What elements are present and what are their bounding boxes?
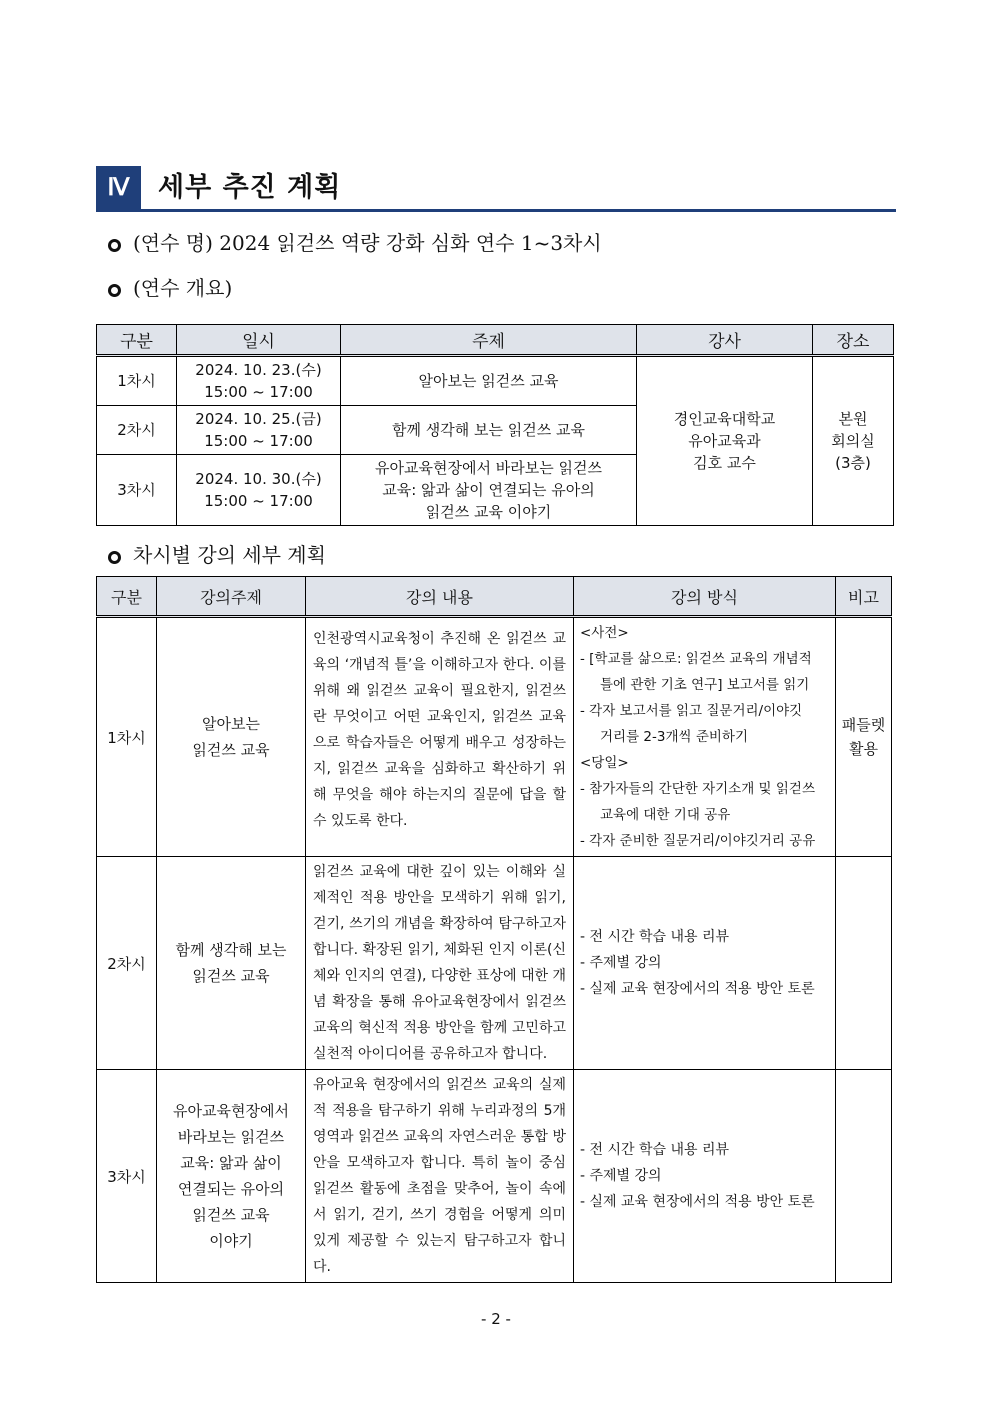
method-line: 거리를 2-3개씩 준비하기 <box>600 729 749 745</box>
lecture-content-cell: 인천광역시교육청이 추진해 온 읽걷쓰 교육의 ‘개념적 틀’을 이해하고자 한다. 이를 위해 왜 읽걷쓰 교육이 필요한지, 읽걷쓰란 무엇이고 어떤 교육인지, 읽걷쓰 교육으로 학습자들은 어떻게 배우고 성장하는지, 읽걷쓰 교육을 심화하고 확산하기 위해 무엇을 해야 하는지의 질문에 답을 할 수 있도록 한다. <box>306 617 574 857</box>
topic-line: 교육: 앎과 삶이 <box>180 1154 282 1172</box>
method-line: - 주제별 강의 <box>580 1168 662 1184</box>
note-line: 패들렛 <box>841 716 886 734</box>
method-line: - 참가자들의 간단한 자기소개 및 읽걷쓰 <box>580 781 815 797</box>
place-cell <box>813 356 894 526</box>
place-line: 회의실 <box>831 432 875 450</box>
instructor-line: 경인교육대학교 <box>673 410 776 428</box>
instructor-line: 유아교육과 <box>688 432 761 450</box>
detail-row <box>97 857 892 1070</box>
lecture-topic-cell <box>157 1070 306 1283</box>
session-cell: 2차시 <box>97 857 157 1070</box>
note-cell <box>836 617 892 857</box>
datetime-cell <box>177 455 341 526</box>
circle-bullet-icon <box>108 239 121 252</box>
section-underline <box>96 209 896 212</box>
note-cell <box>836 857 892 1070</box>
overview-header-row <box>97 325 894 356</box>
detail-header-row <box>97 577 892 617</box>
detail-header-cell: 강의주제 <box>157 577 306 617</box>
method-line: 틀에 관한 기초 연구] 보고서를 읽기 <box>600 677 810 693</box>
circle-bullet-icon <box>108 284 121 297</box>
topic-line: 알아보는 <box>202 715 260 733</box>
time-text: 15:00 ~ 17:00 <box>204 432 313 450</box>
overview-header-cell: 강사 <box>637 325 813 356</box>
method-line: - 실제 교육 현장에서의 적용 방안 토론 <box>580 981 815 997</box>
overview-header-cell: 일시 <box>177 325 341 356</box>
session-cell: 1차시 <box>97 356 177 406</box>
course-name-line <box>108 229 602 257</box>
topic-cell <box>341 455 637 526</box>
topic-line: 바라보는 읽걷쓰 <box>177 1128 285 1146</box>
course-overview-line <box>108 274 232 302</box>
section-title: 세부 추진 계획 <box>158 172 342 203</box>
topic-line: 함께 생각해 보는 <box>175 941 287 959</box>
lecture-content-cell: 읽걷쓰 교육에 대한 깊이 있는 이해와 실제적인 적용 방안을 모색하기 위해 읽기, 걷기, 쓰기의 개념을 확장하여 탐구하고자 합니다. 확장된 읽기, 체화된 인지 이론(신체와 인지의 연결), 다양한 표상에 대한 개념 확장을 통해 유아교육현장에서 읽걷쓰 교육의 혁신적 적용 방안을 함께 고민하고 실천적 아이디어를 공유하고자 합니다. <box>306 857 574 1070</box>
topic-line: 연결되는 유아의 <box>177 1180 285 1198</box>
topic-line: 교육: 앎과 삶이 연결되는 유아의 <box>382 481 595 499</box>
date-text: 2024. 10. 25.(금) <box>195 410 322 428</box>
method-line: - 주제별 강의 <box>580 955 662 971</box>
page-number: - 2 - <box>481 1310 511 1328</box>
method-line: - 각자 보고서를 읽고 질문거리/이야깃 <box>580 703 803 719</box>
datetime-cell <box>177 356 341 406</box>
course-overview-text: (연수 개요) <box>133 276 233 300</box>
overview-header-cell: 장소 <box>813 325 894 356</box>
instructor-cell <box>637 356 813 526</box>
topic-line: 읽걷쓰 교육 <box>192 1206 270 1224</box>
method-line: - 각자 준비한 질문거리/이야깃거리 공유 <box>580 833 816 849</box>
method-line: - 전 시간 학습 내용 리뷰 <box>580 1142 730 1158</box>
method-line: - 전 시간 학습 내용 리뷰 <box>580 929 730 945</box>
overview-table <box>96 324 894 526</box>
session-cell: 1차시 <box>97 617 157 857</box>
detail-header-cell: 비고 <box>836 577 892 617</box>
session-cell: 3차시 <box>97 455 177 526</box>
time-text: 15:00 ~ 17:00 <box>204 492 313 510</box>
overview-header-cell: 구분 <box>97 325 177 356</box>
lecture-method-cell <box>574 857 836 1070</box>
topic-line: 이야기 <box>209 1232 253 1250</box>
lecture-method-cell <box>574 617 836 857</box>
detail-table <box>96 576 892 1283</box>
place-line: (3층) <box>835 454 871 472</box>
session-cell: 3차시 <box>97 1070 157 1283</box>
topic-line: 읽걷쓰 교육 이야기 <box>425 503 552 521</box>
place-line: 본원 <box>838 410 868 428</box>
detail-header-cell: 구분 <box>97 577 157 617</box>
note-cell <box>836 1070 892 1283</box>
detail-plan-text: 차시별 강의 세부 계획 <box>133 543 326 567</box>
note-line: 활용 <box>849 740 878 758</box>
detail-header-cell: 강의 내용 <box>306 577 574 617</box>
overview-header-cell: 주제 <box>341 325 637 356</box>
topic-cell: 함께 생각해 보는 읽걷쓰 교육 <box>341 406 637 455</box>
instructor-line: 김호 교수 <box>693 454 756 472</box>
detail-row <box>97 1070 892 1283</box>
method-line: - [학교를 삶으로: 읽걷쓰 교육의 개념적 <box>580 651 812 667</box>
date-text: 2024. 10. 30.(수) <box>195 470 322 488</box>
detail-plan-line <box>108 541 326 569</box>
date-text: 2024. 10. 23.(수) <box>195 361 322 379</box>
method-line: <사전> <box>580 625 629 641</box>
topic-line: 읽걷쓰 교육 <box>192 741 270 759</box>
detail-row <box>97 617 892 857</box>
datetime-cell <box>177 406 341 455</box>
detail-header-cell: 강의 방식 <box>574 577 836 617</box>
session-cell: 2차시 <box>97 406 177 455</box>
section-number: Ⅳ <box>96 166 141 210</box>
topic-line: 유아교육현장에서 <box>173 1102 289 1120</box>
section-header <box>96 166 896 212</box>
topic-line: 읽걷쓰 교육 <box>192 967 270 985</box>
circle-bullet-icon <box>108 551 121 564</box>
lecture-topic-cell <box>157 857 306 1070</box>
method-line: - 실제 교육 현장에서의 적용 방안 토론 <box>580 1194 815 1210</box>
topic-cell: 알아보는 읽걷쓰 교육 <box>341 356 637 406</box>
course-name-text: (연수 명) 2024 읽걷쓰 역량 강화 심화 연수 1~3차시 <box>133 231 602 255</box>
method-line: <당일> <box>580 755 629 771</box>
method-line: 교육에 대한 기대 공유 <box>600 807 731 823</box>
lecture-topic-cell <box>157 617 306 857</box>
overview-row <box>97 356 894 406</box>
lecture-content-cell: 유아교육 현장에서의 읽걷쓰 교육의 실제적 적용을 탐구하기 위해 누리과정의 5개 영역과 읽걷쓰 교육의 자연스러운 통합 방안을 모색하고자 합니다. 특히 놀이 중심 읽걷쓰 활동에 초점을 맞추어, 놀이 속에서 읽기, 걷기, 쓰기 경험을 어떻게 의미 있게 제공할 수 있는지 탐구하고자 합니다. <box>306 1070 574 1283</box>
time-text: 15:00 ~ 17:00 <box>204 383 313 401</box>
lecture-method-cell <box>574 1070 836 1283</box>
topic-line: 유아교육현장에서 바라보는 읽걷쓰 <box>375 459 602 477</box>
